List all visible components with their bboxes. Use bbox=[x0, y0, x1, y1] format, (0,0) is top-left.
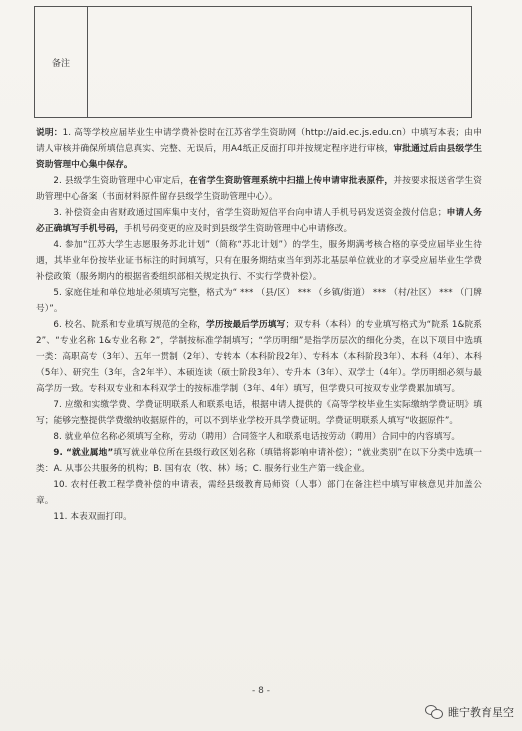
note-10 bbox=[36, 477, 482, 509]
note-6-text-a: 6. 校名、院系和专业填写规范的全称， bbox=[53, 320, 206, 330]
note-8-text: 8. 就业单位名称必须填写全称，劳动（聘用）合同签字人和联系电话按劳动（聘用）合同中的内容填写。 bbox=[53, 432, 461, 442]
remark-label: 备注 bbox=[35, 7, 88, 117]
note-9-bold: 9. “就业属地” bbox=[53, 448, 114, 458]
page-number: - 8 - bbox=[252, 686, 270, 696]
note-2-bold: 在省学生资助管理系统中扫描上传申请审批表原件， bbox=[189, 176, 394, 186]
note-2-text-c: 并按要求报送省学生资助管理中心备案（书面材料原件留存县级学生资助管理中心）。 bbox=[36, 176, 482, 202]
note-3-text-c: 手机号码变更的应及时到县级学生资助管理中心申请修改。 bbox=[123, 224, 353, 234]
note-3-bold: 申请人务必正确填写手机号码， bbox=[36, 208, 482, 234]
remark-table bbox=[34, 6, 472, 118]
note-8 bbox=[36, 429, 482, 445]
wechat-icon bbox=[425, 705, 443, 719]
note-2-text-a: 2. 县级学生资助管理中心审定后， bbox=[53, 176, 190, 186]
watermark bbox=[425, 701, 514, 723]
note-9-text: 填写就业单位所在县级行政区划名称（填错将影响申请补偿）；“就业类别”在以下分类中选填一类：A. 从事公共服务的机构；B. 国有农（牧、林）场；C. 服务行业生产第一线企业。 bbox=[36, 448, 482, 474]
note-5 bbox=[36, 285, 482, 317]
note-4 bbox=[36, 237, 482, 285]
note-1-bold: 审批通过后由县级学生资助管理中心集中保存。 bbox=[36, 144, 482, 170]
note-6-text-c: ；双专科（本科）的专业填写格式为“院系 1&院系 2”、“专业名称 1&专业名称 2”，学制按标准学制填写；“学历明细”是指学历层次的细化分类，在以下项目中选填一类：高职高专（3年）、五年一贯制（2年）、专转本（本科阶段2年）、专科本（本科阶段3年）、本科（4年）、本科（5年）、研究生（3年，含2年半）、本硕连读（硕士阶段3年）、专升本（3年）、双学士（4年）。学历明细必须与最高学历一致。专科双专业和本科双学士的按标准学制（3年、4年）填写，但学费只可按双专业学费累加填写。 bbox=[36, 320, 482, 394]
watermark-text: 睢宁教育星空 bbox=[448, 706, 514, 719]
note-2 bbox=[36, 173, 482, 205]
note-5-text: 5. 家庭住址和单位地址必须填写完整，格式为“ *** （县/区） *** （乡镇/街道） *** （村/社区） *** （门牌号）”。 bbox=[36, 288, 482, 314]
note-10-text: 10. 农村任教工程学费补偿的申请表，需经县级教育局师资（人事）部门在备注栏中填写审核意见并加盖公章。 bbox=[36, 480, 482, 506]
note-7 bbox=[36, 397, 482, 429]
note-11 bbox=[36, 509, 482, 525]
note-4-text: 4. 参加“江苏大学生志愿服务苏北计划”（简称“苏北计划”）的学生，服务期满考核合格的享受应届毕业生待遇，其毕业年份按毕业证书标注的时间填写，只有在服务期结束当年到苏北基层单位就业的才享受应届毕业生学费补偿政策（服务期内的根据省委组织部相关规定执行、不实行学费补偿）。 bbox=[36, 240, 482, 282]
note-6 bbox=[36, 317, 482, 397]
note-1 bbox=[36, 125, 482, 173]
instructions bbox=[36, 125, 482, 525]
note-1-label: 说明： bbox=[36, 128, 63, 138]
note-3 bbox=[36, 205, 482, 237]
note-7-text: 7. 应缴和实缴学费、学费证明联系人和联系电话，根据申请人提供的《高等学校毕业生实际缴纳学费证明》填写；能够完整提供学费缴纳收据原件的，可以不到毕业学校开具学费证明。学费证明联系人填写“收据原件”。 bbox=[36, 400, 482, 426]
note-6-bold: 学历按最后学历填写 bbox=[206, 320, 286, 330]
note-3-text-a: 3. 补偿资金由省财政通过国库集中支付，省学生资助短信平台向申请人手机号码发送资金拨付信息； bbox=[53, 208, 447, 218]
note-11-text: 11. 本表双面打印。 bbox=[53, 512, 132, 522]
note-1-text: 1. 高等学校应届毕业生申请学费补偿时在江苏省学生资助网（http://aid.ec.js.edu.cn）中填写本表；由申请人审核并确保所填信息真实、完整、无误后，用A4纸正反面打印并按规定程序进行审核， bbox=[36, 128, 482, 154]
note-9 bbox=[36, 445, 482, 477]
